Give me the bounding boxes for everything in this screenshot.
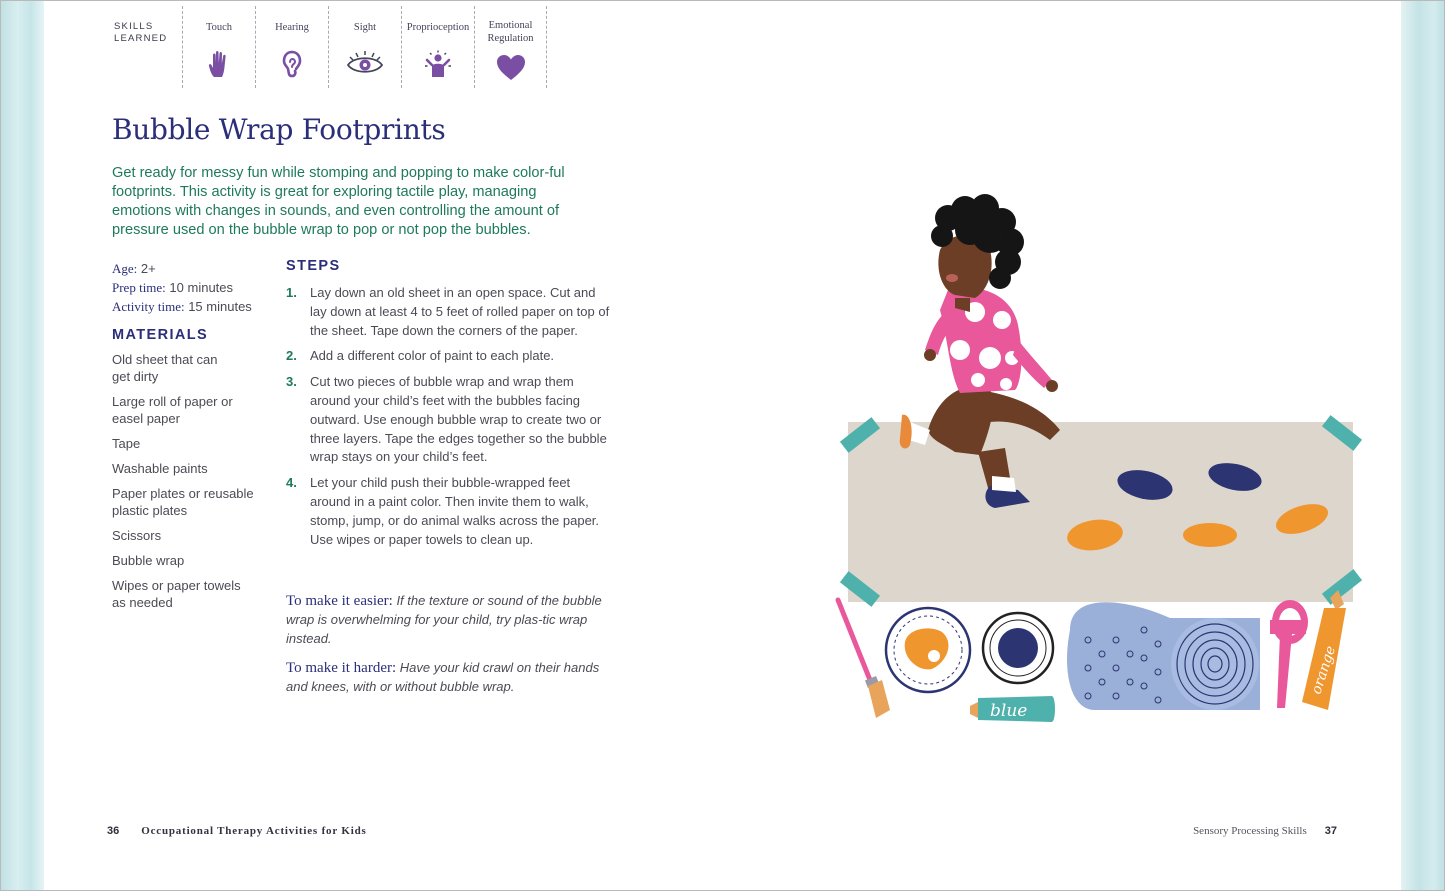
page-number-left: 36 xyxy=(107,825,120,837)
skill-sight xyxy=(328,6,401,88)
orange-paint-tube xyxy=(1302,590,1346,710)
orange-paint-plate xyxy=(886,608,970,692)
prep-value: 10 minutes xyxy=(169,280,234,295)
blue-tube-label: blue xyxy=(990,701,1028,721)
page-edge-right xyxy=(1401,0,1445,891)
step-item xyxy=(286,347,616,366)
list-item: Wipes or paper towels as needed xyxy=(112,578,241,610)
age-key: Age: xyxy=(112,261,138,276)
step-item xyxy=(286,284,616,340)
tape-roll xyxy=(1270,600,1308,708)
skill-emotional-regulation xyxy=(474,6,547,88)
step-text: Lay down an old sheet in an open space. Cut and lay down at least 4 to 5 feet of rolled paper on top of the sheet. Tape down the corners of the paper. xyxy=(310,285,610,338)
paint-brush xyxy=(838,600,890,718)
blue-paint-tube xyxy=(970,696,1055,722)
page-number-right: 37 xyxy=(1324,825,1337,837)
activity-key: Activity time: xyxy=(112,299,185,314)
steps-heading: STEPS xyxy=(286,258,341,274)
prep-key: Prep time: xyxy=(112,280,166,295)
tip-harder xyxy=(286,659,616,697)
step-text: Cut two pieces of bubble wrap and wrap them around your child’s feet with the bubbles facing outward. Use enough bubble wrap to create two or three layers. Tape the edges together so the bubble wrap stays on your child’s feet. xyxy=(310,374,607,465)
orange-tube-label: orange xyxy=(1308,643,1340,697)
step-number: 1. xyxy=(286,285,297,300)
skill-label: Hearing xyxy=(275,22,309,33)
hand-icon xyxy=(208,50,230,81)
tip-easier-text: If the texture or sound of the bubble wrap is overwhelming for your child, try plas-tic wrap instead. xyxy=(286,593,602,646)
step-item xyxy=(286,474,616,549)
skill-label: Touch xyxy=(205,22,233,33)
list-item: Paper plates or reusable plastic plates xyxy=(112,486,254,518)
bubble-wrap-roll xyxy=(1067,602,1260,710)
page-edge-left xyxy=(0,0,44,891)
age-row xyxy=(112,259,272,278)
tip-harder-lead: To make it harder: xyxy=(286,660,397,676)
activity-title: Bubble Wrap Footprints xyxy=(112,113,446,146)
step-item xyxy=(286,373,616,467)
chapter-title: Sensory Processing Skills xyxy=(1193,825,1307,837)
eye-icon xyxy=(346,50,384,79)
tip-easier-lead: To make it easier: xyxy=(286,593,393,609)
age-value: 2+ xyxy=(140,261,156,276)
blue-paint-plate xyxy=(983,613,1053,683)
person-rays-icon xyxy=(423,50,453,81)
list-item: Large roll of paper or easel paper xyxy=(112,394,233,426)
skills-learned-label: SKILLS LEARNED xyxy=(114,21,168,44)
footer-left xyxy=(107,825,367,837)
skill-touch xyxy=(182,6,255,88)
skill-label: Proprioception xyxy=(406,22,470,33)
activity-illustration xyxy=(830,190,1370,730)
step-number: 3. xyxy=(286,374,297,390)
skill-label: Emotional Regulation xyxy=(487,20,534,44)
heart-icon xyxy=(496,54,526,84)
skills-learned-bar xyxy=(104,6,547,88)
prep-time-row xyxy=(112,278,272,297)
intro-paragraph: Get ready for messy fun while stomping and popping to make color-ful footprints. This activity is great for exploring tactile play, managing emotions with changes in sounds, and even controlling the amount of pressure used on the bubble wrap to pop or not pop the bubbles. xyxy=(112,165,565,238)
step-number: 2. xyxy=(286,348,297,364)
tip-harder-text: Have your kid crawl on their hands and knees, with or without bubble wrap. xyxy=(286,660,600,694)
activity-value: 15 minutes xyxy=(188,299,252,314)
list-item: Old sheet that can get dirty xyxy=(112,352,218,384)
steps-list xyxy=(286,284,616,556)
skill-proprioception xyxy=(401,6,474,88)
step-number: 4. xyxy=(286,475,297,491)
materials-heading: MATERIALS xyxy=(112,327,209,343)
list-item: Scissors xyxy=(112,528,162,543)
step-text: Add a different color of paint to each plate. xyxy=(310,348,555,364)
materials-list xyxy=(112,351,272,619)
ear-icon xyxy=(282,50,302,81)
list-item: Washable paints xyxy=(112,461,208,476)
footer-right xyxy=(1193,825,1337,837)
tip-easier xyxy=(286,592,616,648)
list-item: Bubble wrap xyxy=(112,553,185,568)
book-title: Occupational Therapy Activities for Kids xyxy=(141,825,367,837)
skill-hearing xyxy=(255,6,328,88)
list-item: Tape xyxy=(112,436,141,451)
skill-label: Sight xyxy=(353,22,377,33)
activity-meta xyxy=(112,259,272,316)
step-text: Let your child push their bubble-wrapped feet around in a paint color. Then invite them to walk, stomp, jump, or do animal walks across the paper. Use wipes or paper towels to clean up. xyxy=(310,475,600,547)
activity-time-row xyxy=(112,297,272,316)
paper-sheet xyxy=(840,415,1362,607)
